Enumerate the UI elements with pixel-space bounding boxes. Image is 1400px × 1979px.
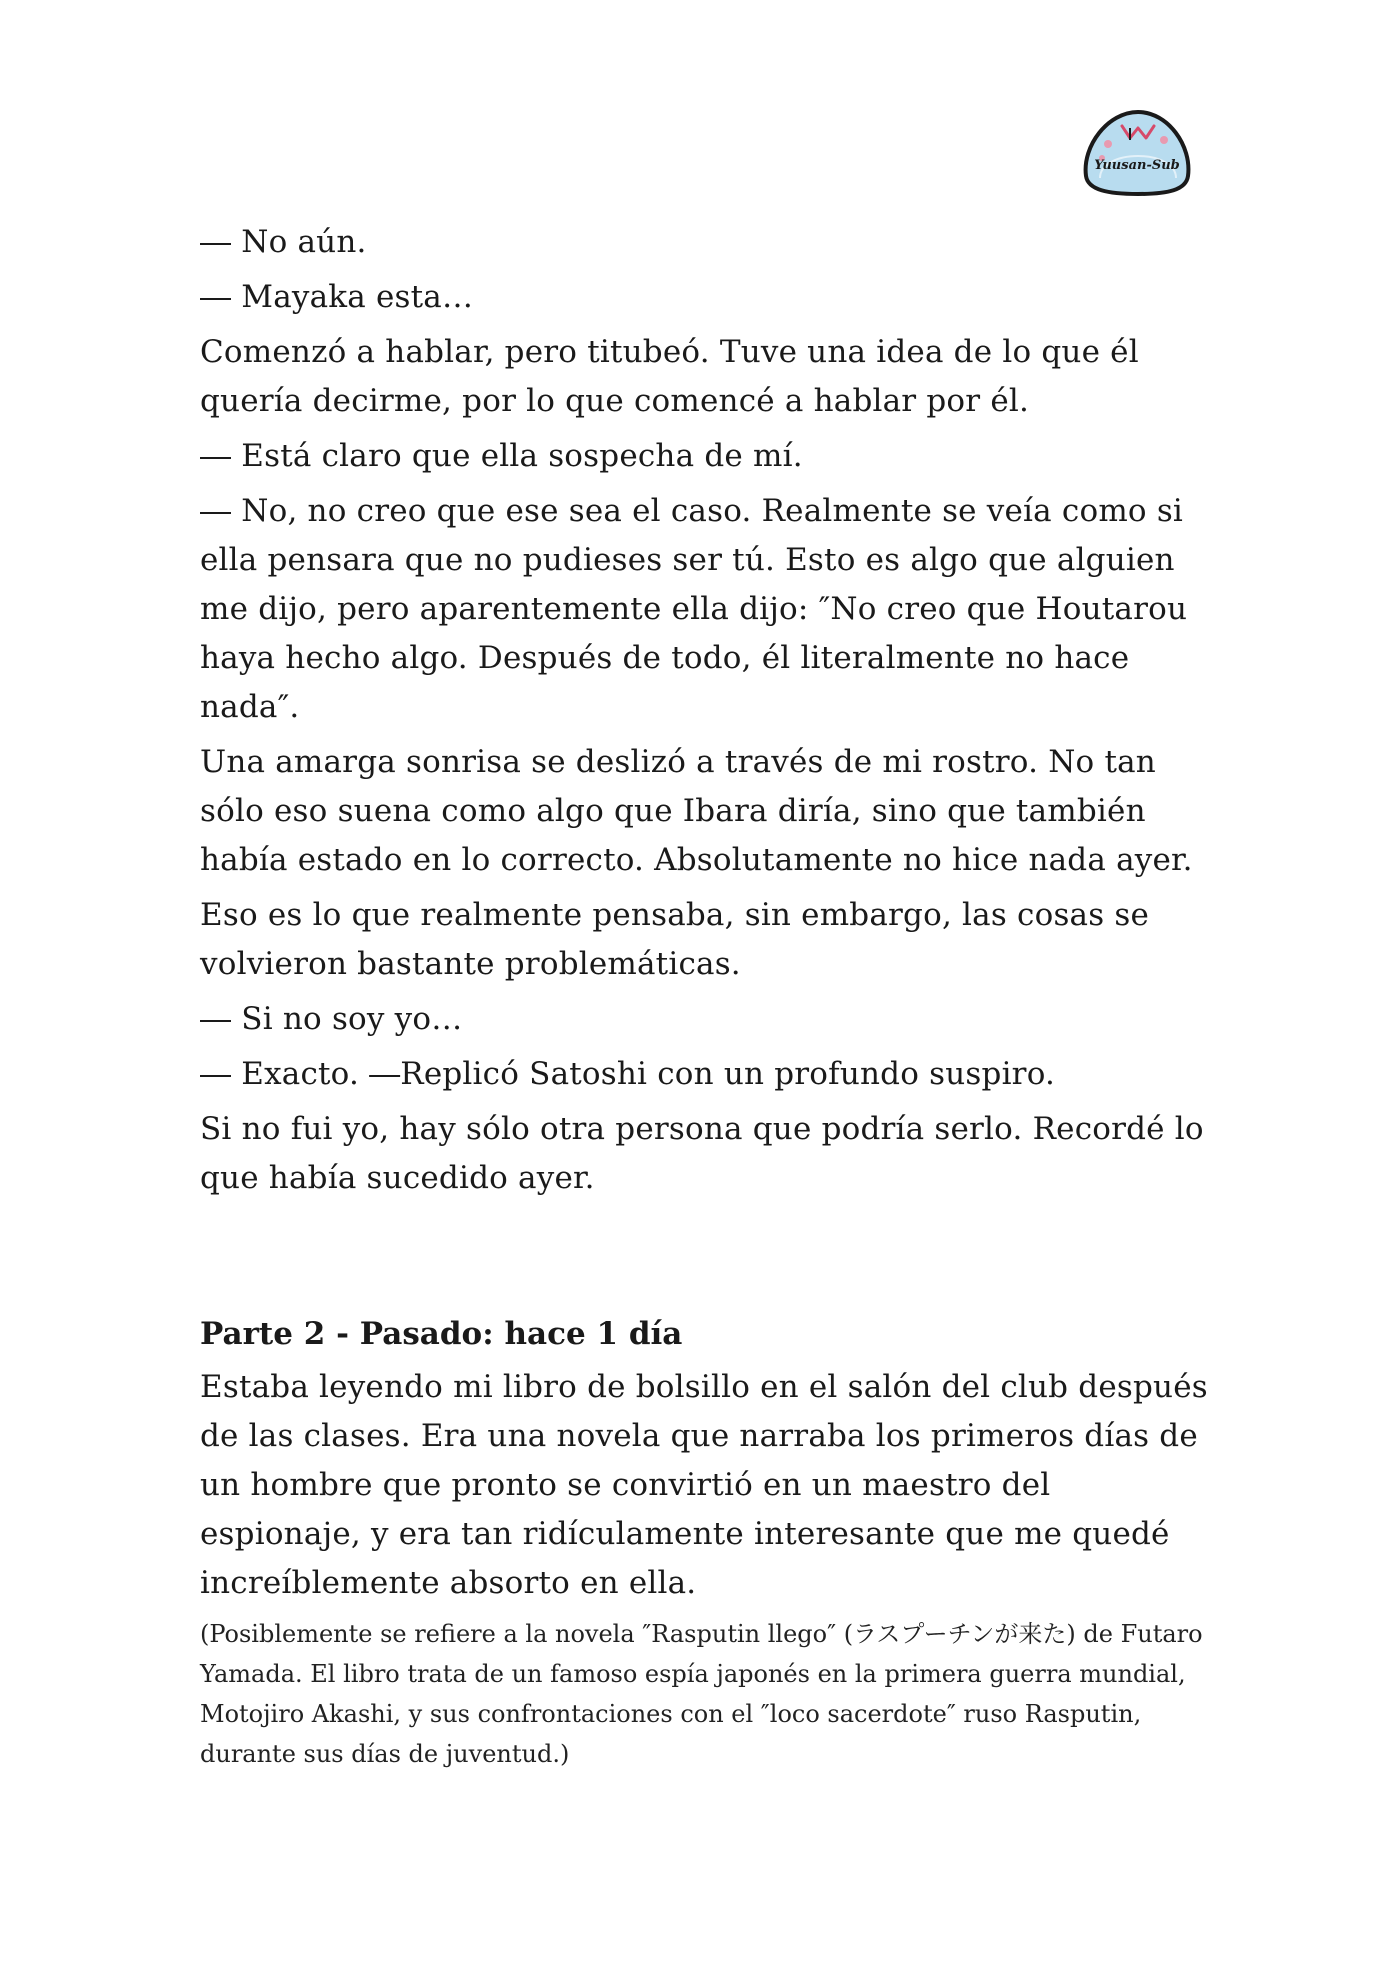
paragraph: ― No aún. [200,224,367,260]
paragraph: ― No, no creo que ese sea el caso. Realmente se veía como si ella pensara que no pudieses ser tú. Esto es algo que alguien me dijo, pero aparentemente ella dijo: ″No creo que Houtarou haya hecho algo. Después de todo, él literalmente no hace nada″. [200,493,1188,725]
paragraph: ― Está claro que ella sospecha de mí. [200,438,803,474]
paragraph: Eso es lo que realmente pensaba, sin embargo, las cosas se volvieron bastante problemáticas. [200,897,1150,982]
section-spacer [200,1209,1210,1309]
paragraph: Estaba leyendo mi libro de bolsillo en el salón del club después de las clases. Era una novela que narraba los primeros días de un hombre que pronto se convirtió en un maestro del espionaje, y era tan ridículamente interesante que me quedé increíblemente absorto en ella. [200,1369,1208,1601]
translator-note: (Posiblemente se refiere a la novela ″Rasputin llego″ (ラスプーチンが来た) de Futaro Yamada. El libro trata de un famoso espía japonés en la primera guerra mundial, Motojiro Akashi, y sus confrontaciones con el ″loco sacerdote″ ruso Rasputin, durante sus días de juventud.) [200,1620,1203,1768]
section-heading: Parte 2 - Pasado: hace 1 día [200,1316,683,1352]
paragraph: ― Exacto. ―Replicó Satoshi con un profundo suspiro. [200,1056,1056,1092]
paragraph: Comenzó a hablar, pero titubeó. Tuve una idea de lo que él quería decirme, por lo que comencé a hablar por él. [200,334,1139,419]
page-content [200,218,1210,1774]
logo-text: Yuusan-Sub [1094,158,1180,173]
paragraph: Una amarga sonrisa se deslizó a través de mi rostro. No tan sólo eso suena como algo que Ibara diría, sino que también había estado en lo correcto. Absolutamente no hice nada ayer. [200,744,1193,878]
logo-badge-icon [1078,106,1196,198]
yuusan-sub-logo [1078,106,1196,198]
paragraph: ― Si no soy yo… [200,1001,463,1037]
paragraph: ― Mayaka esta… [200,279,474,315]
paragraph: Si no fui yo, hay sólo otra persona que podría serlo. Recordé lo que había sucedido ayer. [200,1111,1204,1196]
